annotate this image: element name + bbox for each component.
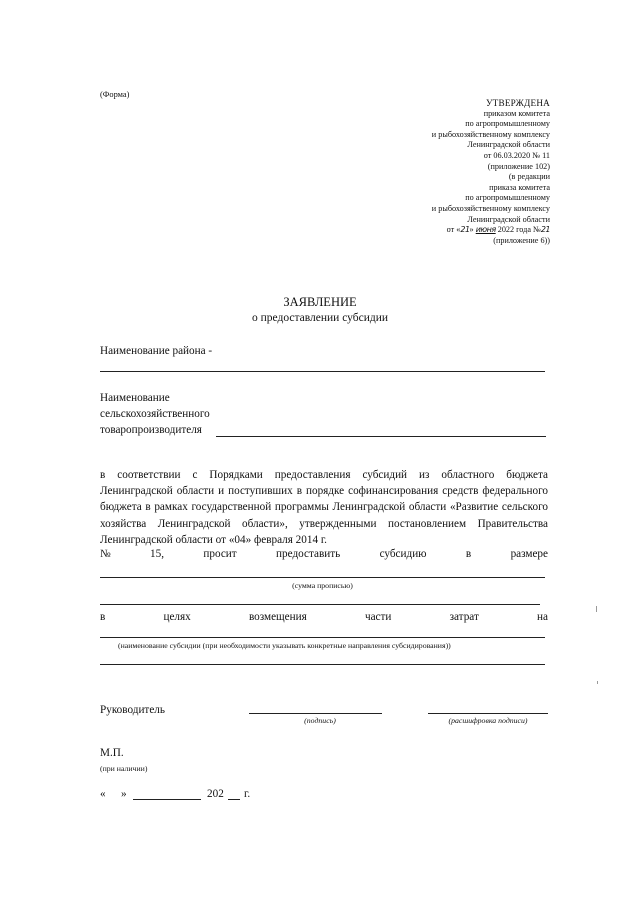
paragraph-word: № [100, 548, 111, 560]
scan-mark [596, 606, 597, 612]
date-month-line [133, 799, 201, 800]
sum-caption: (сумма прописью) [292, 581, 353, 590]
paragraph-word: в [465, 548, 472, 560]
purpose-word: на [537, 611, 548, 623]
seal-note: (при наличии) [100, 764, 148, 773]
handwritten-day: 21 [460, 225, 470, 235]
date-suffix: 2022 года № [495, 225, 541, 235]
date-mid: » [469, 225, 476, 235]
date-year-suffix: г. [244, 788, 251, 800]
approval-line: приказом комитета [483, 108, 550, 118]
purpose-word: возмещения [248, 611, 307, 623]
approval-line: по агропромышленному [465, 119, 550, 129]
purpose-line [100, 611, 548, 623]
seal-label: М.П. [100, 747, 124, 759]
document-title: ЗАЯВЛЕНИЕ [283, 295, 357, 309]
paragraph-word: 15, [150, 548, 165, 560]
producer-line [216, 436, 546, 437]
approval-line: и рыбохозяйственному комплексу [431, 203, 550, 213]
handwritten-number: 21 [540, 225, 550, 235]
subsidy-line [100, 637, 545, 638]
paragraph-word: субсидию [379, 548, 427, 560]
date-year-prefix: 202 [207, 788, 224, 800]
purpose-word: в [100, 611, 106, 623]
purpose-word: части [364, 611, 392, 623]
date-year-line [228, 799, 240, 800]
producer-label-line3: товаропроизводителя [100, 424, 202, 436]
approval-line: приказа комитета [489, 182, 550, 192]
decode-caption: (расшифровка подписи) [448, 716, 528, 725]
paragraph-word: предоставить [276, 548, 341, 560]
district-label: Наименование района - [100, 345, 213, 357]
paragraph-word: размере [510, 548, 548, 560]
approval-line: Ленинградской области [467, 140, 550, 150]
document-subtitle: о предоставлении субсидии [251, 312, 389, 324]
producer-label-line2: сельскохозяйственного [100, 408, 210, 420]
form-label: (Форма) [100, 90, 130, 99]
purpose-word: целях [163, 611, 191, 623]
approval-appendix: (приложение 6)) [493, 235, 550, 245]
subsidy-caption: (наименование субсидии (при необходимости указывать конкретные направления субсидирования)) [118, 641, 451, 650]
approval-line: Ленинградской области [467, 214, 550, 224]
main-paragraph: в соответствии с Порядками предоставления субсидий из областного бюджета Ленинградской области и поступивших в порядке софинансирования средств федерального бюджета в рамках государственной программы Ленинградской области «Развитие сельского хозяйства Ленинградской области», утвержденными постановлением Правительства Ленинградской области от «04» февраля 2014 г. [100, 469, 548, 546]
approval-line: по агропромышленному [465, 193, 550, 203]
signature-caption: (подпись) [304, 716, 336, 725]
date-prefix: от « [446, 225, 461, 235]
date-open-quote: « [100, 788, 106, 800]
purpose-word: затрат [449, 611, 479, 623]
paragraph-word: просит [203, 548, 237, 560]
paragraph-last-line [100, 548, 548, 560]
approval-line: и рыбохозяйственному комплексу [431, 129, 550, 139]
handwritten-month: июня [475, 225, 496, 235]
producer-label-line1: Наименование [100, 392, 170, 404]
date-close-quote: » [121, 788, 127, 800]
subsidy-line-2 [100, 664, 545, 665]
sum-line [100, 577, 545, 578]
sum-line-2 [100, 604, 540, 605]
approval-line: от 06.03.2020 № 11 [483, 150, 550, 160]
approval-line: (приложение 102) [487, 161, 550, 171]
head-label: Руководитель [100, 704, 165, 716]
district-line [100, 371, 545, 372]
approval-block [330, 98, 550, 246]
approval-date-line [330, 225, 550, 236]
scan-mark [597, 681, 598, 684]
decode-line [428, 713, 548, 714]
approval-title: УТВЕРЖДЕНА [485, 98, 550, 108]
signature-line [249, 713, 382, 714]
approval-line: (в редакции [508, 172, 550, 182]
